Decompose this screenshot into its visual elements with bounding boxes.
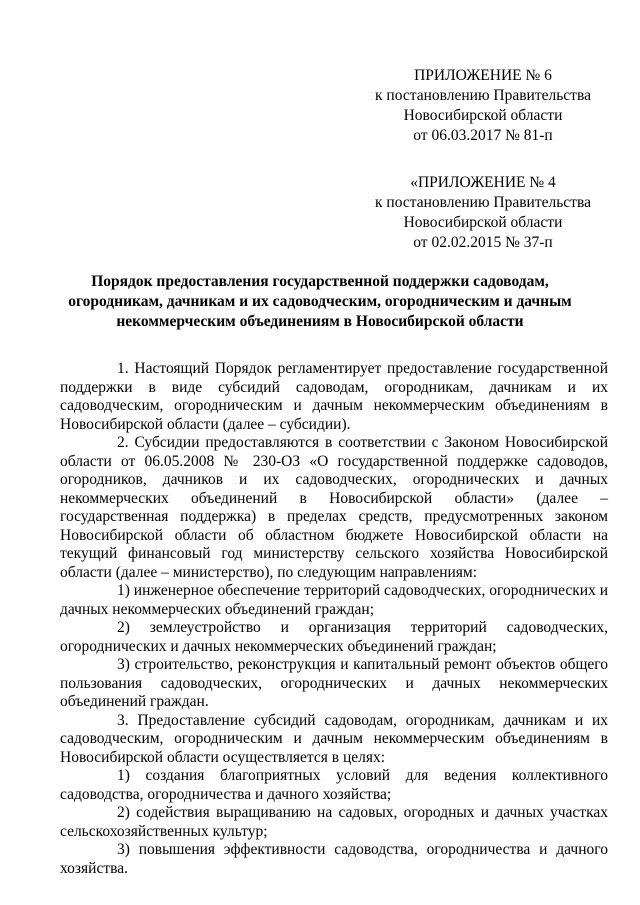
appendix-region: Новосибирской области: [403, 107, 563, 124]
appendix-header-original: [353, 173, 613, 253]
paragraph-3-item-2: 2) содействия выращиванию на садовых, огородных и дачных участках сельскохозяйственных культур;: [60, 804, 608, 840]
paragraph-2-item-1: 1) инженерное обеспечение территорий садоводческих, огороднических и дачных некоммерческих объединений граждан;: [60, 582, 608, 618]
appendix-resolution-ref: к постановлению Правительства: [375, 87, 591, 104]
paragraph-2-item-2: 2) землеустройство и организация территорий садоводческих, огороднических и дачных некоммерческих объединений граждан;: [60, 619, 608, 655]
appendix-date-number: от 06.03.2017 № 81-п: [413, 127, 553, 144]
paragraph-3: 3. Предоставление субсидий садоводам, огородникам, дачникам и их садоводческим, огородническим и дачным некоммерческим объединениям в Новосибирской области осуществляется в целях:: [60, 711, 608, 766]
paragraph-2: 2. Субсидии предоставляются в соответствии с Законом Новосибирской области от 06.05.2008 № 230-ОЗ «О государственной поддержке садоводов, огородников, дачников и их садоводческих, огороднических и дачных некоммерческих объединений в Новосибирской области» (далее – государственная поддержка) в пределах средств, предусмотренных законом Новосибирской области об областном бюджете Новосибирской области на текущий финансовый год министерству сельского хозяйства Новосибирской области (далее – министерство), по следующим направлениям:: [60, 434, 608, 581]
appendix-date-number: от 02.02.2015 № 37-п: [413, 234, 553, 251]
document-title: [50, 272, 590, 332]
document-body: [60, 360, 608, 878]
title-line: некоммерческим объединениям в Новосибирской области: [116, 313, 524, 330]
paragraph-2-item-3: 3) строительство, реконструкция и капитальный ремонт объектов общего пользования садоводческих, огороднических и дачных некоммерческих объединений граждан.: [60, 656, 608, 710]
title-line: Порядок предоставления государственной поддержки садоводам,: [91, 273, 549, 290]
title-line: огородникам, дачникам и их садоводческим, огородническим и дачным: [68, 293, 572, 310]
appendix-header-current: [353, 66, 613, 146]
paragraph-3-item-3: 3) повышения эффективности садоводства, огородничества и дачного хозяйства.: [60, 841, 608, 877]
appendix-number: «ПРИЛОЖЕНИЕ № 4: [410, 174, 556, 191]
appendix-number: ПРИЛОЖЕНИЕ № 6: [414, 67, 552, 84]
paragraph-1: 1. Настоящий Порядок регламентирует предоставление государственной поддержки в виде субсидий садоводам, огородникам, дачникам и их садоводческим, огородническим и дачным некоммерческим объединениям в Новосибирской области (далее – субсидии).: [60, 360, 608, 433]
appendix-region: Новосибирской области: [403, 214, 563, 231]
appendix-resolution-ref: к постановлению Правительства: [375, 194, 591, 211]
paragraph-3-item-1: 1) создания благоприятных условий для ведения коллективного садоводства, огородничества и дачного хозяйства;: [60, 767, 608, 803]
